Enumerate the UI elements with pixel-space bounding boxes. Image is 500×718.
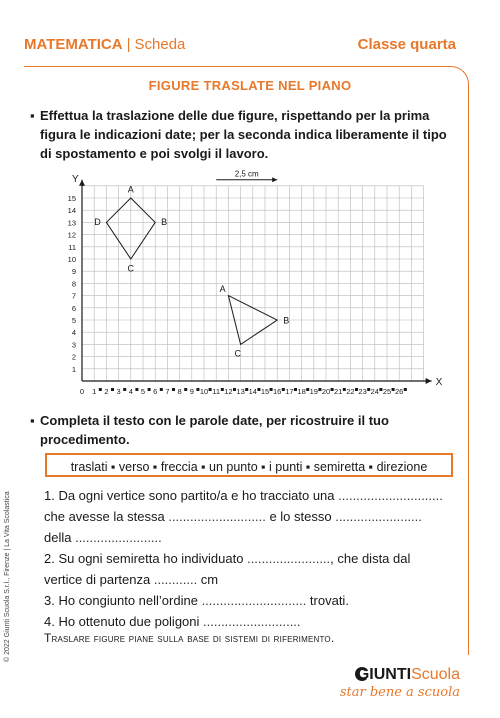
y-tick-label: 14 (67, 206, 76, 216)
x-tick-label: 6 (153, 387, 158, 396)
y-tick-label: 9 (71, 267, 76, 277)
line-text: vertice di partenza (44, 572, 154, 587)
x-tick-label: 15 (260, 387, 270, 396)
x-tick-label: 25 (382, 387, 392, 396)
subject-name: MATEMATICA (24, 36, 123, 53)
x-tick-label: 4 (128, 387, 133, 396)
text-line-7 (44, 614, 301, 629)
text-line-6 (44, 593, 349, 608)
header-separator: | (126, 36, 131, 53)
x-tick-mark (184, 388, 187, 391)
word-list-box: traslati ▪ verso ▪ freccia ▪ un punto ▪ i punti ▪ semiretta ▪ direzione (45, 453, 453, 477)
vertex-label: C (234, 348, 242, 359)
x-tick-label: 9 (189, 387, 194, 396)
x-tick-label: 12 (224, 387, 233, 396)
instruction-1 (30, 106, 452, 163)
instruction-2-text: Completa il testo con le parole date, per ricostruire il tuo procedimento. (40, 413, 389, 447)
text-line-3 (44, 530, 162, 545)
line-text: della (44, 530, 76, 545)
text-line-1 (44, 488, 443, 503)
vertex-label: B (283, 315, 290, 326)
publisher-logo (340, 666, 460, 706)
x-tick-mark (99, 388, 102, 391)
x-tick-label: 1 (92, 387, 97, 396)
y-tick-label: 7 (71, 291, 76, 301)
x-tick-label: 24 (370, 387, 379, 396)
x-tick-label: 0 (79, 387, 85, 396)
y-tick-label: 2 (71, 352, 76, 362)
vertex-label: A (127, 184, 134, 195)
instruction-2 (30, 411, 452, 449)
instruction-1-text: Effettua la traslazione delle due figure, rispettando per la prima figura le indicazioni date; per la seconda indica liberamente il tipo di spostamento e poi svolgi il lavoro. (40, 108, 447, 161)
x-tick-label: 22 (346, 387, 355, 396)
x-tick-label: 11 (212, 387, 221, 396)
blank-field[interactable]: ............................. (338, 488, 443, 503)
y-axis-label: Y (72, 173, 79, 185)
page-header (24, 36, 456, 56)
line-text: che avesse la stessa (44, 509, 169, 524)
x-tick-label: 13 (236, 387, 245, 396)
x-tick-mark (160, 388, 163, 391)
x-tick-label: 20 (321, 387, 331, 396)
y-tick-label: 8 (71, 279, 76, 289)
logo-brand-main: GIUNTI (356, 666, 412, 683)
copyright-notice: © 2022 Giunti Scuola S.r.l., Firenze | La Vita Scolastica (4, 491, 11, 662)
x-tick-label: 19 (309, 387, 318, 396)
x-tick-label: 8 (177, 387, 182, 396)
x-tick-mark (404, 388, 407, 391)
vector-arrow-icon (272, 177, 277, 182)
y-tick-label: 11 (68, 242, 76, 252)
line-text: e lo stesso (265, 509, 336, 524)
footer-note: Traslare figure piane sulla base di sistemi di riferimento. (44, 631, 335, 645)
coordinate-grid-chart (58, 164, 443, 396)
logo-brand-accent: Scuola (411, 666, 460, 683)
y-tick-label: 6 (71, 303, 76, 313)
vector-label: 2,5 cm (234, 169, 259, 179)
sheet-label: Scheda (134, 36, 186, 53)
blank-field[interactable]: ....................... (247, 551, 331, 566)
x-tick-mark (148, 388, 151, 391)
y-axis-arrow-icon (79, 180, 85, 186)
x-tick-label: 21 (334, 387, 343, 396)
x-tick-mark (172, 388, 175, 391)
bullet-icon: ▪ (30, 413, 35, 428)
x-tick-label: 5 (140, 387, 146, 396)
x-tick-label: 17 (285, 387, 294, 396)
logo-brand (357, 666, 460, 684)
vertex-label: B (161, 216, 168, 227)
blank-field[interactable]: ........................... (168, 509, 266, 524)
y-tick-label: 5 (71, 316, 76, 325)
logo-tagline: star bene a scuola (339, 685, 460, 700)
blank-field[interactable]: ........................ (335, 509, 422, 524)
vertex-label: D (94, 216, 101, 227)
blank-field[interactable]: ........................... (203, 614, 301, 629)
line-text: 1. Da ogni vertice sono partito/a e ho tracciato una (44, 488, 339, 503)
text-line-2 (44, 509, 422, 524)
x-tick-mark (111, 388, 114, 391)
line-text: 3. Ho congiunto nell’ordine (44, 593, 202, 608)
x-axis-label: X (435, 377, 443, 388)
text-line-4 (44, 551, 410, 566)
blank-field[interactable]: ........................ (75, 530, 162, 545)
x-tick-mark (123, 388, 126, 391)
y-tick-label: 15 (67, 194, 76, 203)
x-tick-label: 16 (273, 387, 282, 396)
x-tick-label: 10 (199, 387, 209, 396)
giunti-g-icon (355, 667, 369, 681)
y-tick-label: 1 (71, 364, 76, 374)
x-tick-label: 18 (297, 387, 306, 396)
x-tick-label: 14 (248, 387, 257, 396)
text-line-5 (44, 572, 218, 587)
line-text: cm (197, 572, 219, 587)
vertex-label: A (219, 284, 226, 295)
y-tick-label: 12 (67, 230, 76, 240)
x-tick-label: 7 (165, 387, 170, 396)
bullet-icon: ▪ (30, 108, 35, 123)
subject-label (24, 36, 185, 53)
x-tick-mark (209, 388, 212, 391)
y-tick-label: 13 (67, 218, 76, 228)
x-tick-label: 23 (358, 387, 367, 396)
x-tick-label: 2 (104, 387, 109, 396)
line-text: 2. Su ogni semiretta ho individuato (44, 551, 248, 566)
vertex-label: C (127, 263, 135, 274)
x-tick-label: 26 (395, 387, 404, 396)
y-tick-label: 3 (71, 340, 76, 350)
line-text: 4. Ho ottenuto due poligoni (44, 614, 204, 629)
line-text: trovati. (306, 593, 349, 608)
blank-field[interactable]: ............................. (201, 593, 307, 608)
blank-field[interactable]: ............ (153, 572, 198, 587)
x-tick-label: 3 (116, 387, 121, 396)
line-text: , che dista dal (330, 551, 411, 566)
grade-label: Classe quarta (357, 36, 456, 53)
y-tick-label: 4 (71, 328, 76, 338)
y-tick-label: 10 (67, 255, 76, 264)
page-title: FIGURE TRASLATE NEL PIANO (148, 78, 352, 93)
x-tick-mark (135, 388, 138, 391)
